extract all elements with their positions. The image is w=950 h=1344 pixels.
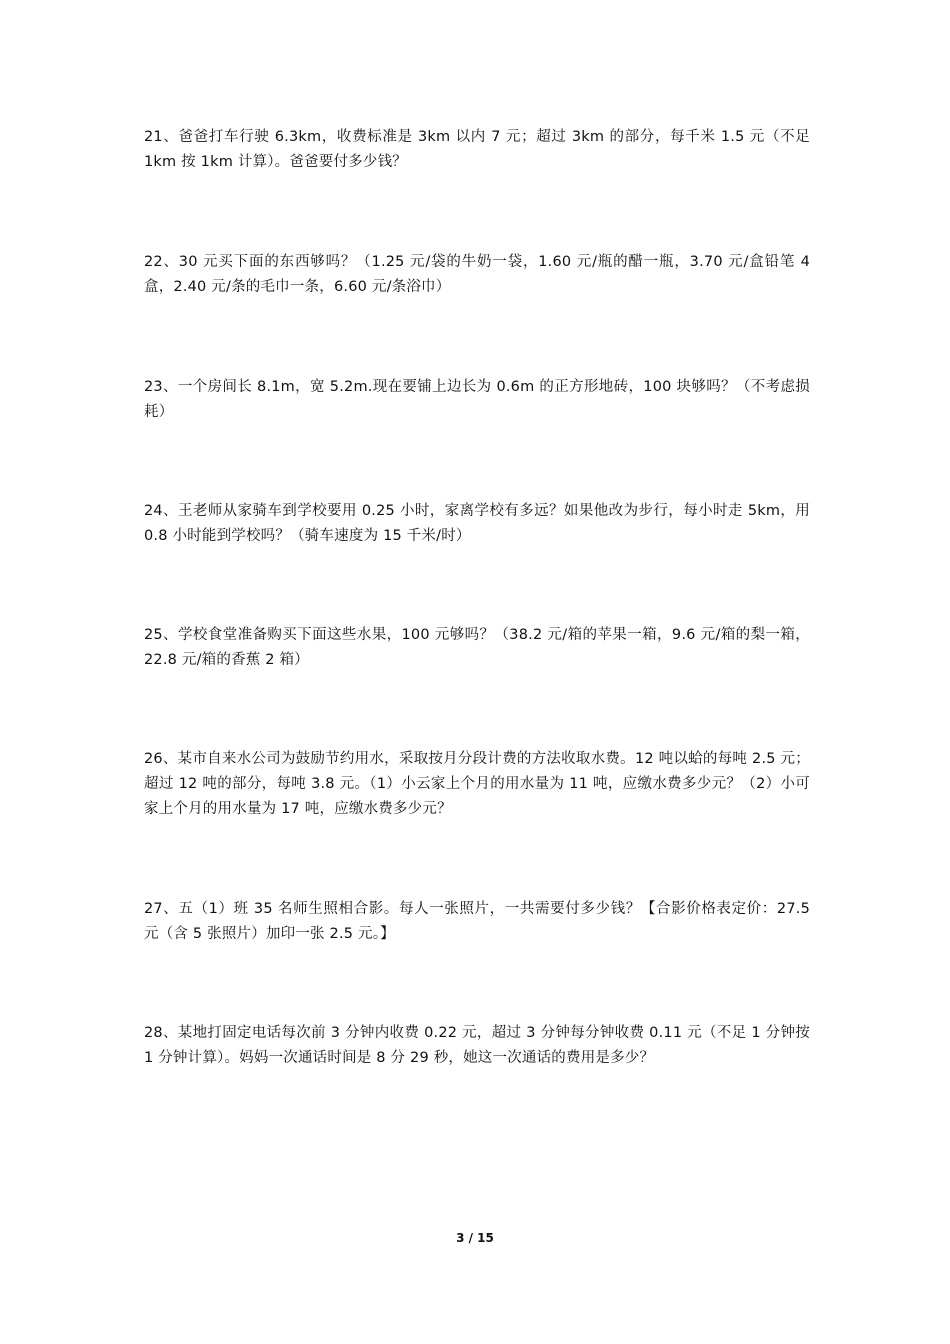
problem-22: 22、30 元买下面的东西够吗？（1.25 元/袋的牛奶一袋，1.60 元/瓶的醋一瓶，3.70 元/盒铅笔 4 盒，2.40 元/条的毛巾一条，6.60 元/条浴巾） xyxy=(144,254,810,295)
problem-28: 28、某地打固定电话每次前 3 分钟内收费 0.22 元，超过 3 分钟每分钟收费 0.11 元（不足 1 分钟按 1 分钟计算）。妈妈一次通话时间是 8 分 29 秒，她这一次通话的费用是多少？ xyxy=(144,1025,810,1066)
problem-21: 21、爸爸打车行驶 6.3km，收费标准是 3km 以内 7 元；超过 3km 的部分，每千米 1.5 元（不足 1km 按 1km 计算）。爸爸要付多少钱？ xyxy=(144,129,810,170)
problem-25: 25、学校食堂准备购买下面这些水果，100 元够吗？（38.2 元/箱的苹果一箱，9.6 元/箱的梨一箱，22.8 元/箱的香蕉 2 箱） xyxy=(144,627,810,668)
problem-27: 27、五（1）班 35 名师生照相合影。每人一张照片，一共需要付多少钱？【合影价格表定价：27.5 元（含 5 张照片）加印一张 2.5 元。】 xyxy=(144,901,810,942)
problem-23: 23、一个房间长 8.1m，宽 5.2m.现在要铺上边长为 0.6m 的正方形地砖，100 块够吗？（不考虑损耗） xyxy=(144,379,810,420)
problem-26: 26、某市自来水公司为鼓励节约用水，采取按月分段计费的方法收取水费。12 吨以蛤的每吨 2.5 元；超过 12 吨的部分，每吨 3.8 元。（1）小云家上个月的用水量为 11 吨，应缴水费多少元？（2）小可家上个月的用水量为 17 吨，应缴水费多少元？ xyxy=(144,751,810,817)
page-number: 3 / 15 xyxy=(456,1231,494,1245)
problem-24: 24、王老师从家骑车到学校要用 0.25 小时，家离学校有多远？如果他改为步行，每小时走 5km，用 0.8 小时能到学校吗？（骑车速度为 15 千米/时） xyxy=(144,503,810,544)
